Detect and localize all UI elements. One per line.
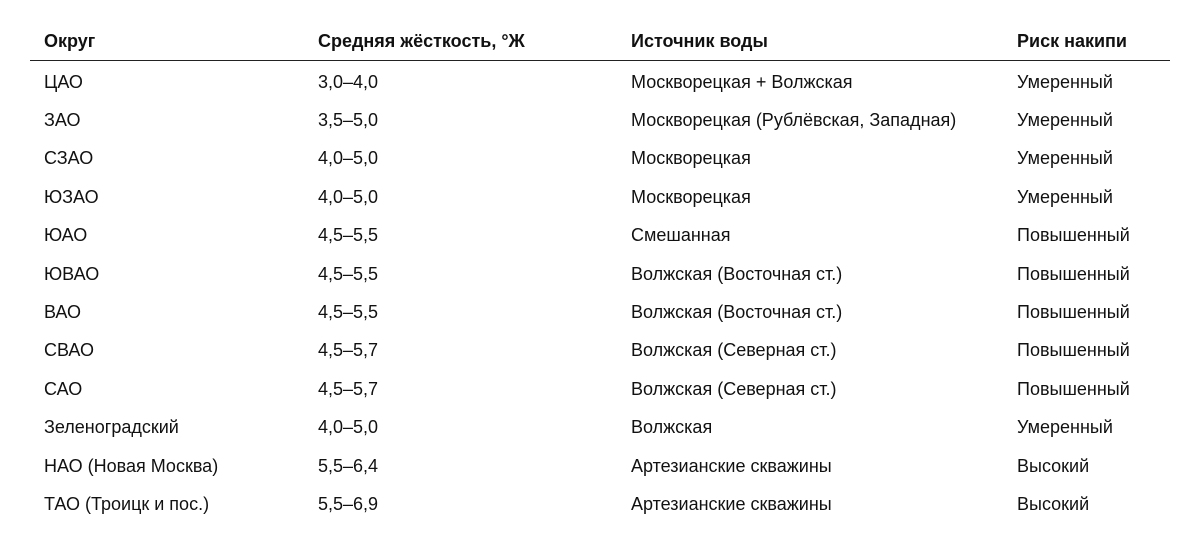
table-row [30,61,1170,102]
cell-water-source: Волжская (Северная ст.) [631,340,837,361]
table-row [30,447,1170,485]
cell-scale-risk: Повышенный [1017,378,1130,399]
cell-hardness: 5,5–6,9 [318,493,379,514]
cell-scale-risk: Высокий [1017,493,1090,514]
header-water-source: Источник воды [617,22,1003,61]
cell-district: САО [44,378,83,399]
cell-hardness: 4,5–5,7 [318,378,379,399]
cell-scale-risk: Умеренный [1017,186,1113,207]
cell-water-source: Волжская (Восточная ст.) [631,302,843,323]
cell-district: ВАО [44,302,82,323]
cell-hardness: 3,0–4,0 [318,71,379,92]
cell-hardness: 5,5–6,4 [318,455,379,476]
cell-district: ЮВАО [44,263,100,284]
cell-district: Зеленоградский [44,417,179,438]
cell-water-source: Москворецкая [631,148,751,169]
cell-water-source: Артезианские скважины [631,455,832,476]
cell-water-source: Смешанная [631,225,731,246]
cell-hardness: 4,5–5,5 [318,263,379,284]
table-row [30,293,1170,331]
header-district: Округ [30,22,304,61]
header-hardness: Средняя жёсткость, °Ж [304,22,617,61]
cell-water-source: Волжская (Восточная ст.) [631,263,843,284]
cell-scale-risk: Умеренный [1017,110,1113,131]
cell-scale-risk: Умеренный [1017,71,1113,92]
cell-district: ЦАО [44,71,83,92]
cell-water-source: Артезианские скважины [631,493,832,514]
table-row [30,140,1170,178]
cell-hardness: 3,5–5,0 [318,110,379,131]
table-row [30,370,1170,408]
cell-hardness: 4,5–5,5 [318,225,379,246]
cell-scale-risk: Повышенный [1017,302,1130,323]
table-row [30,255,1170,293]
cell-hardness: 4,0–5,0 [318,417,379,438]
table-row [30,409,1170,447]
cell-scale-risk: Высокий [1017,455,1090,476]
table-row [30,178,1170,216]
cell-district: ТАО (Троицк и пос.) [44,493,210,514]
cell-district: ЮЗАО [44,186,99,207]
cell-hardness: 4,5–5,7 [318,340,379,361]
table-row [30,101,1170,139]
cell-district: ЮАО [44,225,88,246]
cell-water-source: Москворецкая [631,186,751,207]
cell-scale-risk: Повышенный [1017,225,1130,246]
header-row [30,22,1170,61]
table-body [30,61,1170,524]
table-row [30,217,1170,255]
cell-district: СВАО [44,340,95,361]
header-scale-risk: Риск накипи [1003,22,1170,61]
cell-district: СЗАО [44,148,94,169]
cell-scale-risk: Умеренный [1017,148,1113,169]
cell-scale-risk: Повышенный [1017,263,1130,284]
table-row [30,332,1170,370]
cell-hardness: 4,5–5,5 [318,302,379,323]
cell-scale-risk: Умеренный [1017,417,1113,438]
cell-district: НАО (Новая Москва) [44,455,219,476]
table-row [30,485,1170,523]
cell-water-source: Москворецкая + Волжская [631,71,853,92]
table-header [30,22,1170,61]
cell-scale-risk: Повышенный [1017,340,1130,361]
cell-hardness: 4,0–5,0 [318,148,379,169]
water-hardness-table-container [30,22,1170,524]
water-hardness-table [30,22,1170,524]
cell-water-source: Волжская (Северная ст.) [631,378,837,399]
cell-water-source: Волжская [631,417,713,438]
cell-water-source: Москворецкая (Рублёвская, Западная) [631,110,957,131]
cell-hardness: 4,0–5,0 [318,186,379,207]
cell-district: ЗАО [44,110,81,131]
